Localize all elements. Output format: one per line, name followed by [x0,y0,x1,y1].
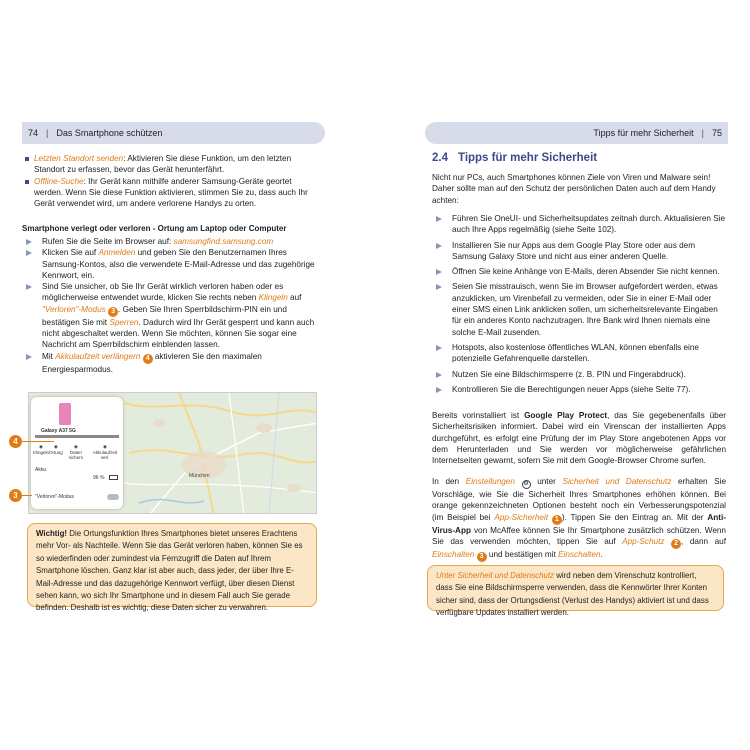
para-text: . [600,549,603,559]
left-running-title: Das Smartphone schützen [56,128,163,138]
right-intro: Nicht nur PCs, auch Smartphones können Ziele von Viren und Malware sein! Daher sollte man auf den Schutz der persönlichen Daten auch auf dem Handy achten: [432,173,716,205]
city-label: München [189,473,210,479]
step-text: . Dadurch wird Ihr Gerät gesperrt und kann auch nicht abgeschaltet werden. Wenn Sie möchten, können Sie sogar eine Nachricht am Sperrbildschirm einblenden lassen. [42,317,315,350]
para-text: ). Tippen Sie den Eintrag an. Mit der [561,512,708,522]
lost-mode-toggle[interactable] [107,494,119,500]
lost-mode-label: "Verloren"-Modus [35,494,74,500]
right-note-box [427,565,724,618]
number-badge-3: 3 [108,307,118,317]
running-head-separator: | [701,128,704,138]
tips-list [432,213,726,395]
bullet-offline-suche [22,176,318,210]
left-running-head [22,122,325,144]
running-head-separator: | [46,128,49,138]
callout-4: 4 [9,435,22,448]
map-screenshot [28,392,317,514]
note-text: Die Ortungsfunktion Ihres Smartphones bietet unseres Erachtens mehr Vor- als Nachteile. Wenn Sie das Gerät verloren haben, können Sie es so wiederfinden oder zumindest via Fernzugriff die Daten auf Ihrem Smartphone löschen. Ganz klar ist aber auch, dass jeder, der über Ihre E-Mail-Adresse und das dazugehörige Kennwort verfügt, über diesen Dienst sehen kann, wo sich Ihr Smartphone und in diesem Fall auch Sie gerade befinden. Deshalb ist es wichtig, diese Daten sicher zu verwahren. [36,529,303,613]
link-sperren: Sperren [109,317,139,327]
link-app-sicherheit: App-Sicherheit [494,512,549,522]
right-running-title: Tipps für mehr Sicherheit [593,128,694,138]
bullet-text: : Ihr Gerät kann mithilfe anderer Samsung-Geräte geortet werden. Wenn Sie diese Funktion aktivieren, stimmen Sie zu, dass auch Ihr Gerät verwendet wird, um andere verlorene Handys zu orten. [34,176,308,209]
para-text: , dann auf [681,536,727,546]
step-text: Mit [42,351,56,361]
link-sicherheit-datenschutz: Sicherheit und Datenschutz [562,477,672,486]
step-text: und geben Sie den Benutzernamen Ihres Samsung-Kontos, also die verwendete E-Mail-Adresse und das zugehörige Kennwort, ein. [42,248,315,280]
note-link: Unter Sicherheit und Datenschutz [436,571,554,580]
section-heading [432,152,597,164]
tip-item: Führen Sie OneUI- und Sicherheitsupdates zeitnah durch. Aktualisieren Sie auch Ihre Apps regelmäßig (siehe Seite 102). [432,213,726,236]
left-subheading: Smartphone verlegt oder verloren - Ortung am Laptop oder Computer [22,224,287,233]
device-card [31,397,123,509]
step-text: Rufen Sie die Seite im Browser auf: [42,237,174,246]
right-running-head [425,122,728,144]
step-text: auf [287,293,302,303]
tip-item: Seien Sie misstrauisch, wenn Sie im Browser aufgefordert werden, etwas anzuklicken, um Virenbefall zu vermeiden, oder Sie in einer E-Mail oder einer SMS einen Link anklicken sollen, um sicherheitsrelevante Eingaben für ein anderes Konto nachzutragen. Ihre Bank wird Ihnen niemals eine solche E-Mail zusenden. [432,281,726,337]
number-badge-4: 4 [143,354,153,364]
step-1 [22,236,318,247]
battery-value: 96 % [93,475,105,481]
action-locate-button[interactable]: ◉ Ortung [49,444,63,455]
tip-item: Öffnen Sie keine Anhänge von E-Mails, deren Absender Sie nicht kennen. [432,266,726,277]
left-steps [22,236,318,375]
link-app-schutz: App-Schutz [622,536,665,546]
step-text: aktivieren Sie den maximalen Energiesparmodus. [42,351,262,374]
note-text: wird neben dem Virenschutz kontrolliert, dass Sie eine Bildschirmsperre verwenden, dass die Kennwörter Ihrer Konten sicher sind, dass der Ortungsdienst (Verlust des Handys) aktiviert ist und dass verfügbare Updates installiert werden. [436,571,709,618]
gear-icon: ⚙ [523,481,529,487]
note-bold-label: Wichtig! [36,529,68,538]
number-badge-1: 1 [552,515,562,525]
device-name: Galaxy A37 5G [41,428,76,434]
tip-item: Nutzen Sie eine Bildschirmsperre (z. B. PIN und Fingerabdruck). [432,369,726,380]
step-text: . Geben Sie Ihren Sperrbildschirm-PIN ein und bestätigen Sie mit [42,304,287,327]
battery-label: Akku [35,467,47,473]
phone-image [59,403,71,425]
link-akkulaufzeit: Akkulaufzeit verlängern [55,351,141,361]
play-protect-paragraph [432,410,726,466]
tip-item: Kontrollieren Sie die Berechtigungen neuer Apps (siehe Seite 77). [432,384,726,395]
action-label: Daten sichern [68,450,84,460]
para-text: und bestätigen mit [486,549,559,559]
settings-paragraph [432,476,726,562]
section-title: Tipps für mehr Sicherheit [458,152,598,164]
google-play-protect: Google Play Protect [524,411,608,420]
link-klingeln: Klingeln [258,293,288,303]
para-text: erhalten Sie Vorschläge, wie Sie die Sicherheit Ihres Smartphones erhöhen können. Bei orange gekennzeichneten Optionen besteht noch ein Verbesserungspotenzial (im Beispiel bei [432,477,727,522]
step-2 [22,247,318,281]
para-text: In den [432,477,466,486]
link-samsungfind: samsungfind.samsung.com [173,237,274,246]
left-note-box [27,523,317,613]
step-4 [22,351,318,375]
step-text: Sind Sie unsicher, ob Sie Ihr Gerät wirklich verloren haben oder es möglicherweise entwendet wurde, klicken Sie rechts neben [42,282,284,303]
number-badge-3: 3 [477,552,487,562]
action-label: Akkulaufzeit verl. [92,450,118,460]
para-text: unter [537,477,563,486]
link-einschalten-confirm: Einschalten [558,549,601,559]
action-ring-button[interactable]: ◉ Klingeln [33,444,50,455]
para-text: , das Sie gegebenenfalls über Sicherheitsrisiken informiert. Dabei wird ein Virenscan der installierten Apps durchgeführt, es erfolgt eine Prüfung der im Play Store angebotenen Apps vor dem Herunterladen und Sie werden vor möglicherweise gefährlichen Internetseiten gewarnt, sofern Sie mit dem Google-Browser Chrome surfen. [432,411,726,466]
action-battery-button[interactable]: ◉ Akkulaufzeit verl. [92,444,118,460]
battery-icon [109,475,118,480]
bullet-text: : Aktivieren Sie diese Funktion, um den letzten Standort zu erfassen, bevor das Gerät herunterfährt. [34,154,292,175]
para-text: Bereits vorinstalliert ist [432,411,525,420]
action-label: Klingeln [33,450,50,455]
bullet-letzter-standort [22,153,318,176]
step-text: Klicken Sie auf [42,248,99,258]
action-label: Ortung [49,450,63,455]
link-letzten-standort: Letzten Standort senden [34,154,124,163]
left-page-number: 74 [28,128,39,138]
callout-3: 3 [9,489,22,502]
tip-item: Hotspots, also kostenlose öffentliches WLAN, können ebenfalls eine potenzielle Gefahrenquelle darstellen. [432,342,726,365]
number-badge-2: 2 [671,539,681,549]
para-text: von McAffee können Sie Ihr Smartphone zusätzlich schützen. Wenn Sie das verwenden möchten, tippen Sie auf [432,525,726,546]
section-number: 2.4 [432,152,448,164]
action-backup-button[interactable]: ◉ Daten sichern [68,444,84,460]
step-3 [22,281,318,350]
tip-item: Installieren Sie nur Apps aus dem Google Play Store oder aus dem Samsung Galaxy Store und nicht aus einer anderen Quelle. [432,240,726,263]
device-status-bar [35,435,119,438]
link-offline-suche: Offline-Suche [34,176,84,186]
link-einstellungen: Einstellungen [465,477,515,486]
link-verloren-modus: "Verloren"-Modus [42,304,106,314]
left-top-bullets [22,153,318,209]
link-einschalten: Einschalten [432,549,475,559]
anti-virus-app: Anti-Virus-App [432,512,726,535]
callout-line-4 [18,441,54,442]
right-page-number: 75 [711,128,722,138]
link-anmelden: Anmelden [98,248,136,258]
device-actions [33,444,121,460]
